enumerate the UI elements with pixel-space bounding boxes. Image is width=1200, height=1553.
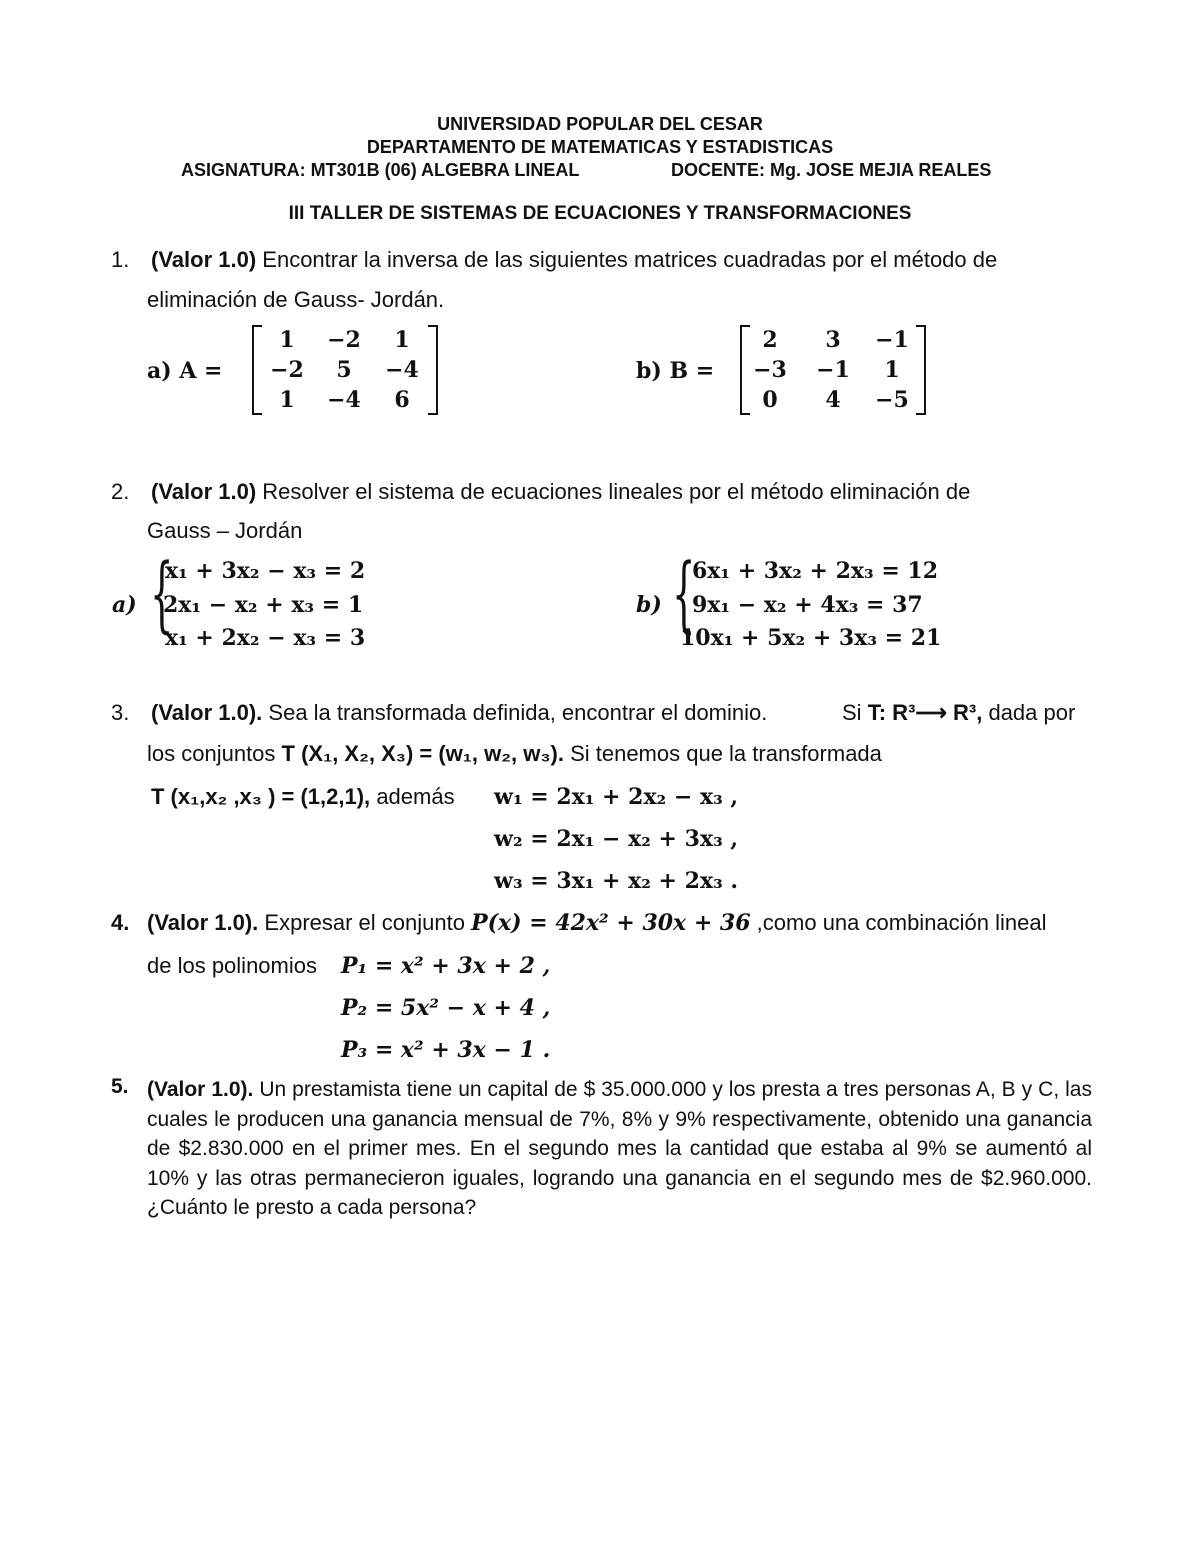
q5-value: (Valor 1.0).: [147, 1078, 254, 1101]
matrix-a-label: a) A =: [147, 358, 223, 384]
system-b-eq2: 9x₁ − x₂ + 4x₃ = 37: [692, 592, 923, 618]
matrix-b-cell: 4: [825, 387, 841, 413]
q3-eq2: w₂ = 2x₁ − x₂ + 3x₃ ,: [494, 826, 739, 852]
q4-p2: P₂ = 5x² − x + 4 ,: [341, 995, 551, 1021]
matrix-a-cell: 1: [279, 327, 295, 353]
department-name: DEPARTAMENTO DE MATEMATICAS Y ESTADISTICAS: [366, 137, 834, 157]
q3-transform-def: T: R³⟶ R³,: [867, 700, 983, 725]
matrix-a-cell: 5: [336, 357, 352, 383]
system-a-label: a): [112, 592, 137, 618]
matrix-b-label: b) B =: [636, 358, 715, 384]
q4-text1-pre: Expresar el conjunto: [264, 910, 465, 935]
q3-eq3: w₃ = 3x₁ + x₂ + 2x₃ .: [494, 868, 739, 894]
q3-text1b-post: dada por: [988, 700, 1076, 725]
q2-text1: Resolver el sistema de ecuaciones lineales por el método eliminación de: [262, 479, 971, 504]
q4-text2: de los polinomios: [147, 953, 317, 978]
q3-line3: [151, 784, 455, 810]
matrix-b-cell: −5: [875, 387, 909, 413]
q3-number: 3.: [111, 700, 130, 725]
q2-text2: Gauss – Jordán: [147, 518, 303, 543]
q4-p1: P₁ = x² + 3x + 2 ,: [341, 953, 551, 979]
matrix-a: [252, 325, 438, 415]
q4-line1: [147, 910, 1047, 936]
q3-text2-pre: los conjuntos: [147, 741, 276, 766]
q3-eq1: w₁ = 2x₁ + 2x₂ − x₃ ,: [494, 784, 739, 810]
q4-p3: P₃ = x² + 3x − 1 .: [341, 1037, 551, 1063]
university-name: UNIVERSIDAD POPULAR DEL CESAR: [437, 114, 763, 134]
q2-line1: [151, 479, 970, 505]
system-a-eq2: 2x₁ − x₂ + x₃ = 1: [163, 592, 364, 618]
matrix-a-cell: −4: [327, 387, 361, 413]
q3-line2: [147, 741, 882, 767]
q3-line1b: [842, 700, 1075, 726]
matrix-b-cell: 1: [884, 357, 900, 383]
q3-text3-post: además: [376, 784, 455, 809]
page-title: III TALLER DE SISTEMAS DE ECUACIONES Y TRANSFORMACIONES: [288, 203, 912, 224]
matrix-b-cell: −1: [816, 357, 850, 383]
matrix-a-cell: 6: [394, 387, 410, 413]
q3-text2-post: Si tenemos que la transformada: [570, 741, 882, 766]
system-b-brace: {: [672, 547, 696, 642]
q2-number: 2.: [111, 479, 130, 504]
q3-text1b-pre: Si: [842, 700, 862, 725]
matrix-a-cell: −2: [327, 327, 361, 353]
q1-text1: Encontrar la inversa de las siguientes matrices cuadradas por el método de: [262, 247, 998, 272]
matrix-b-cell: −3: [753, 357, 787, 383]
system-b-eq3: 10x₁ + 5x₂ + 3x₃ = 21: [680, 625, 942, 651]
matrix-a-cell: 1: [394, 327, 410, 353]
q2-value: (Valor 1.0): [151, 479, 257, 504]
subject-line: ASIGNATURA: MT301B (06) ALGEBRA LINEAL: [181, 160, 580, 180]
q3-text1: Sea la transformada definida, encontrar el dominio.: [268, 700, 768, 725]
system-b-label: b): [636, 592, 662, 618]
q3-line1: [151, 700, 767, 726]
q5-text: Un prestamista tiene un capital de $ 35.000.000 y los presta a tres personas A, B y C, las cuales le producen una ganancia mensual de 7%, 8% y 9% respectivamente, obtenido una ganancia de $2.830.000 en el primer mes. En el segundo mes la cantidad que estaba al 9% se aumentó al 10% y las otras permanecieron iguales, logrando una ganancia en el segundo mes de $2.960.000. ¿Cuánto le presto a cada persona?: [147, 1078, 1092, 1219]
q1-number: 1.: [111, 247, 130, 272]
matrix-b-cell: −1: [875, 327, 909, 353]
matrix-b-cell: 3: [825, 327, 841, 353]
matrix-a-cell: −4: [385, 357, 419, 383]
teacher-line: DOCENTE: Mg. JOSE MEJIA REALES: [671, 160, 992, 180]
matrix-a-cell: −2: [270, 357, 304, 383]
q5-number: 5.: [111, 1075, 129, 1098]
matrix-b-cell: 0: [762, 387, 778, 413]
q1-text2: eliminación de Gauss- Jordán.: [147, 287, 445, 312]
q3-value: (Valor 1.0).: [151, 700, 263, 725]
q3-text3-bold: T (x₁,x₂ ,x₃ ) = (1,2,1),: [151, 784, 371, 809]
q5-paragraph: [147, 1075, 1092, 1223]
matrix-a-cell: 1: [279, 387, 295, 413]
q1-line1: [151, 247, 997, 273]
q4-polynomial: P(x) = 42x² + 30x + 36: [471, 910, 751, 936]
q3-text2-bold: T (X₁, X₂, X₃) = (w₁, w₂, w₃).: [281, 741, 564, 766]
q4-text1-post: ,como una combinación lineal: [756, 910, 1047, 935]
matrix-b-cell: 2: [762, 327, 778, 353]
q1-value: (Valor 1.0): [151, 247, 257, 272]
system-a-eq3: x₁ + 2x₂ − x₃ = 3: [165, 625, 366, 651]
q4-number: 4.: [111, 910, 130, 935]
system-a-eq1: x₁ + 3x₂ − x₃ = 2: [165, 558, 366, 584]
system-b-eq1: 6x₁ + 3x₂ + 2x₃ = 12: [692, 558, 939, 584]
system-a-brace: {: [150, 547, 174, 642]
matrix-b: [740, 325, 926, 415]
q4-value: (Valor 1.0).: [147, 910, 259, 935]
